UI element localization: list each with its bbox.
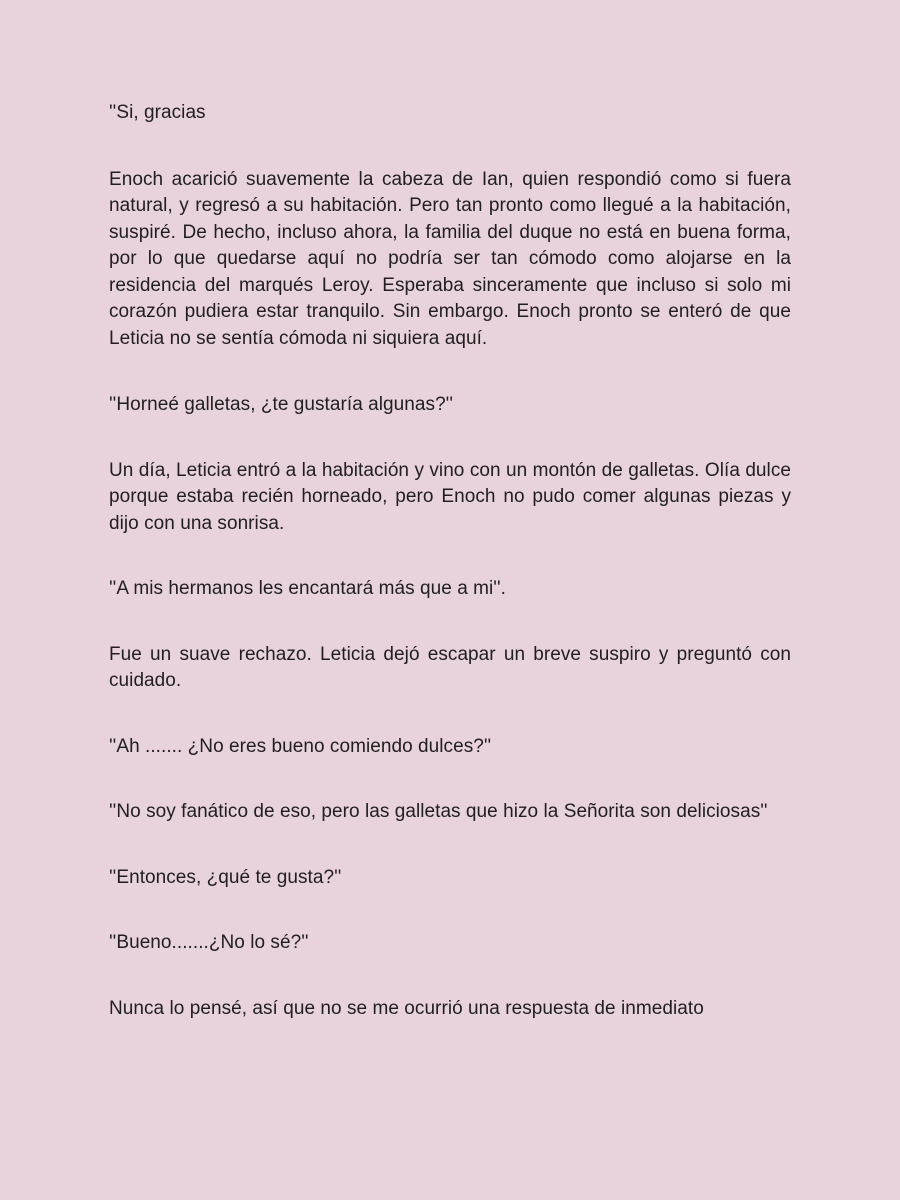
paragraph-dialogue-sweets-question: ''Ah ....... ¿No eres bueno comiendo dulces?'' (109, 735, 492, 757)
paragraph-dialogue-what-you-like: ''Entonces, ¿qué te gusta?'' (109, 866, 342, 888)
paragraph-dialogue-dont-know: ''Bueno.......¿No lo sé?'' (109, 932, 309, 953)
paragraph-dialogue-not-fan: ''No soy fanático de eso, pero las galletas que hizo la Señorita son deliciosas'' (109, 801, 768, 822)
paragraph-dialogue-brothers: ''A mis hermanos les encantará más que a mi''. (109, 578, 506, 599)
paragraph-dialogue-cookies-offer: ''Horneé galletas, ¿te gustaría algunas?'' (109, 394, 454, 415)
paragraph-reply-si-gracias: ''Si, gracias (109, 102, 206, 123)
paragraph-narration-never-thought: Nunca lo pensé, así que no se me ocurrió una respuesta de inmediato (109, 997, 704, 1019)
paragraph-narration-enoch-room: Enoch acarició suavemente la cabeza de Ian, quien respondió como si fuera natural, y regresó a su habitación. Pero tan pronto como llegué a la habitación, suspiré. De hecho, incluso ahora, la familia del duque no está en buena forma, por lo que quedarse aquí no podría ser tan cómodo como alojarse en la residencia del marqués Leroy. Esperaba sinceramente que incluso si solo mi corazón pudiera estar tranquilo. Sin embargo. Enoch pronto se enteró de que Leticia no se sentía cómoda ni siquiera aquí. (109, 168, 791, 349)
paragraph-narration-leticia-cookies: Un día, Leticia entró a la habitación y vino con un montón de galletas. Olía dulce porque estaba recién horneado, pero Enoch no pudo comer algunas piezas y dijo con una sonrisa. (109, 459, 791, 534)
paragraph-narration-rejection: Fue un suave rechazo. Leticia dejó escapar un breve suspiro y preguntó con cuidado. (109, 643, 791, 691)
